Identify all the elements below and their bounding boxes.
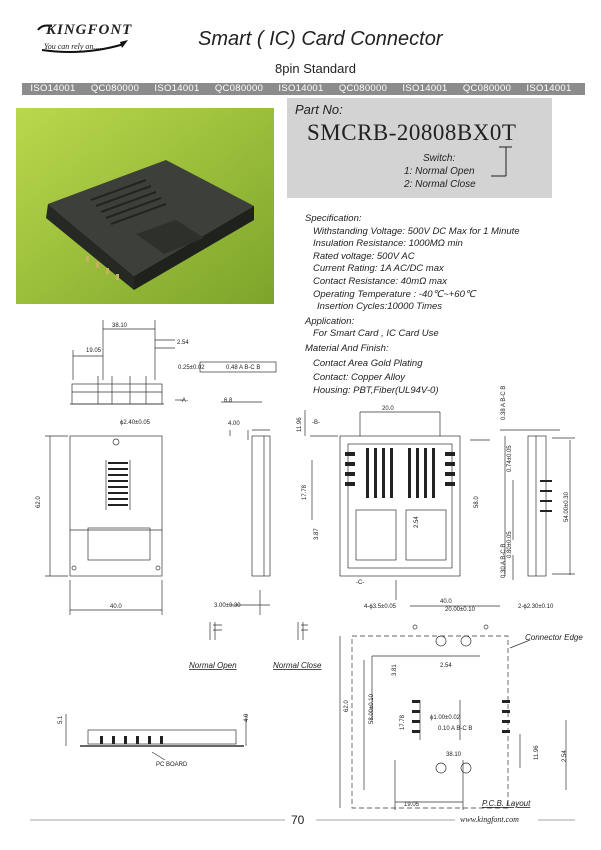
dim-label: 54.00±0.30 [564,492,570,522]
datum-c: -C- [356,580,365,586]
front-view [45,436,162,615]
normal-close-label: Normal Close [273,661,322,670]
part-label: Part No: [295,102,343,117]
dim-label: ϕ2.40±0.05 [120,420,151,426]
spec-item: Current Rating: 1A AC/DC max [313,263,444,275]
material-heading: Material And Finish: [305,342,389,354]
dim-label: 4.0 [244,713,250,722]
side-pins [100,480,552,744]
switch-title: Switch: [423,153,456,164]
part-number: SMCRB-20808BX0T [307,120,517,145]
spec-item: Insertion Cycles:10000 Times [317,301,443,313]
spec-item: Operating Temperature : -40℃~+60℃ [313,288,476,300]
cert-item: QC080000 [90,83,140,94]
page-subtitle: 8pin Standard [275,61,356,76]
bottom-view [305,410,490,600]
pcb-layout-label: P.C.B. Layout [482,799,531,808]
cert-item: ISO14001 [30,83,76,94]
dim-label: ϕ1.00±0.02 [430,715,461,721]
dim-label: 2.54 [177,340,189,346]
cert-item: ISO14001 [278,83,324,94]
dim-label: 3.00±0.30 [214,603,241,609]
dim-label: 19.05 [404,802,420,808]
page-number: 70 [291,813,305,827]
connector-edge-label: Connector Edge [525,633,583,642]
dim-label: 62.0 [36,496,42,508]
dim-label: 17.78 [400,714,406,730]
cert-item: ISO14001 [402,83,448,94]
dim-label: 58.0 [474,496,480,508]
material-item: Contact: Copper Alloy [313,372,406,384]
dim-label: 62.0 [344,700,350,712]
dim-label: 4.00 [228,421,240,427]
side-view-top [70,320,276,404]
dim-label: 0.25±0.02 [178,365,205,371]
dim-label: 11.96 [297,417,303,432]
normal-open-label: Normal Open [189,661,237,670]
dim-label: 6.8 [224,398,233,404]
dim-label: 38.10 [446,752,462,758]
dim-label: 20.0 [382,406,394,412]
brand-tagline: You can rely on...... [44,42,106,51]
cert-item: ISO14001 [526,83,572,94]
dim-label: 11.96 [534,745,540,760]
datum-a: -A- [180,398,188,404]
material-item: Housing: PBT,Fiber(UL94V-0) [313,384,439,396]
cert-item: QC080000 [338,83,388,94]
dim-label: 3.81 [392,664,398,676]
dim-label: 0.74±0.05 [507,445,513,472]
application-text: For Smart Card , IC Card Use [313,328,439,340]
dim-label: 2.54 [414,516,420,528]
application-heading: Application: [305,315,355,327]
dim-label: 4-ϕ3.5±0.05 [364,604,397,610]
dim-label: 2.54 [562,750,568,762]
datum-b: -B- [312,420,320,426]
spec-heading: Specification: [305,213,362,224]
pcb-side-view [66,714,246,760]
side-view [221,402,270,615]
dim-label: 58.00±0.10 [369,694,375,724]
switch-diagrams [210,622,308,640]
dim-label: 40.0 [110,604,122,610]
pc-board-label: PC BOARD [156,762,188,768]
dim-label: 0.10 A B-C B [438,726,473,732]
page-title: Smart ( IC) Card Connector [198,28,443,50]
dim-label: 2.54 [440,663,452,669]
dim-label: 0.38 A B-C B [501,385,507,420]
dim-label: 38.10 [112,323,128,329]
dim-label: 0.80±0.05 [507,531,513,558]
cert-item: QC080000 [214,83,264,94]
dim-label: 19.05 [86,348,102,354]
contact-pins [345,448,455,498]
dim-label: 5.1 [58,715,64,724]
cert-item: QC080000 [462,83,512,94]
spec-item: Insulation Resistance: 1000MΩ min [313,238,463,250]
dim-label: 20.00±0.10 [445,607,475,613]
material-item: Contact Area Gold Plating [313,357,423,369]
dim-label: 2-ϕ2.30±0.10 [518,604,554,610]
spec-item: Withstanding Voltage: 500V DC Max for 1 Minute [313,225,520,237]
brand-name: KINGFONT [46,22,133,38]
vent-slots [108,462,128,506]
switch-option-close: 2: Normal Close [404,179,476,190]
dim-label: 3.87 [314,528,320,540]
cert-item: ISO14001 [154,83,200,94]
dim-label: 17.78 [302,484,308,500]
footer-url[interactable]: www.kingfont.com [460,815,519,824]
spec-item: Rated voltage: 500V AC [313,250,415,262]
dim-label: 0.30 A B-C B [501,543,507,578]
dim-label: 40.0 [440,599,452,605]
spec-item: Contact Resistance: 40mΩ max [313,275,447,287]
dim-label: 0.48 A B-C B [226,365,261,371]
switch-option-open: 1: Normal Open [404,166,475,177]
